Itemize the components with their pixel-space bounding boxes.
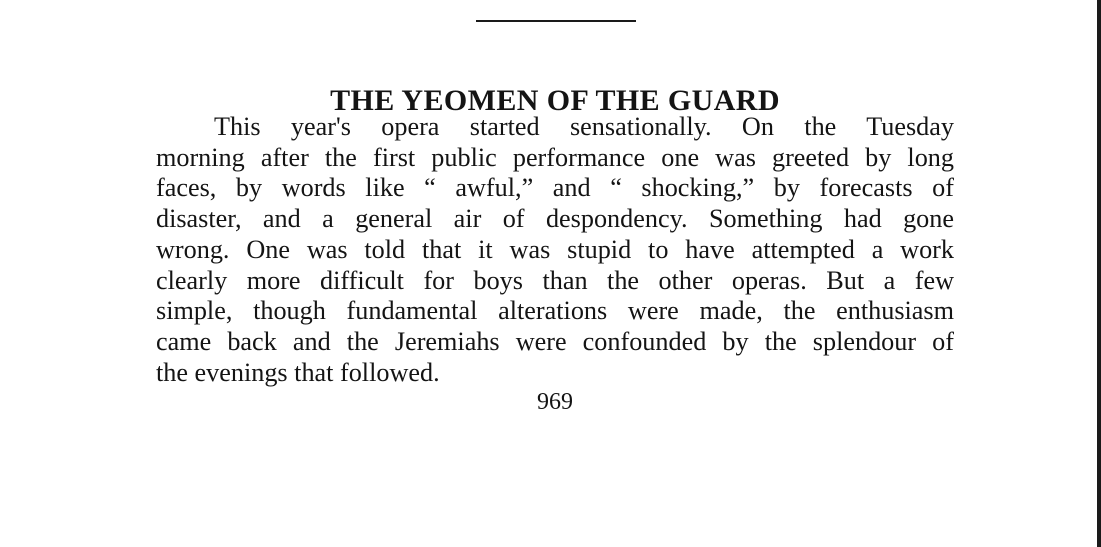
- paragraph-line: disaster, and a general air of despondency. Something had gone: [156, 204, 954, 234]
- paragraph-line: the evenings that followed.: [156, 357, 440, 387]
- paragraph-line: morning after the first public performance one was greeted by long: [156, 142, 954, 172]
- article-heading: THE YEOMEN OF THE GUARD: [330, 84, 780, 118]
- section-divider-rule: [476, 20, 636, 22]
- paragraph-line: wrong. One was told that it was stupid to have attempted a work: [156, 234, 954, 264]
- page-number: 969: [537, 389, 573, 415]
- page-edge: [1097, 0, 1101, 547]
- paragraph-line: faces, by words like “ awful,” and “ shocking,” by forecasts of: [156, 173, 954, 203]
- paragraph-line: This year's opera started sensationally. On the Tuesday: [214, 112, 954, 141]
- article-paragraph: [156, 112, 954, 388]
- paragraph-line: clearly more difficult for boys than the other operas. But a few: [156, 265, 954, 295]
- paragraph-line: simple, though fundamental alterations were made, the enthusiasm: [156, 296, 954, 326]
- paragraph-line: came back and the Jeremiahs were confounded by the splendour of: [156, 326, 954, 356]
